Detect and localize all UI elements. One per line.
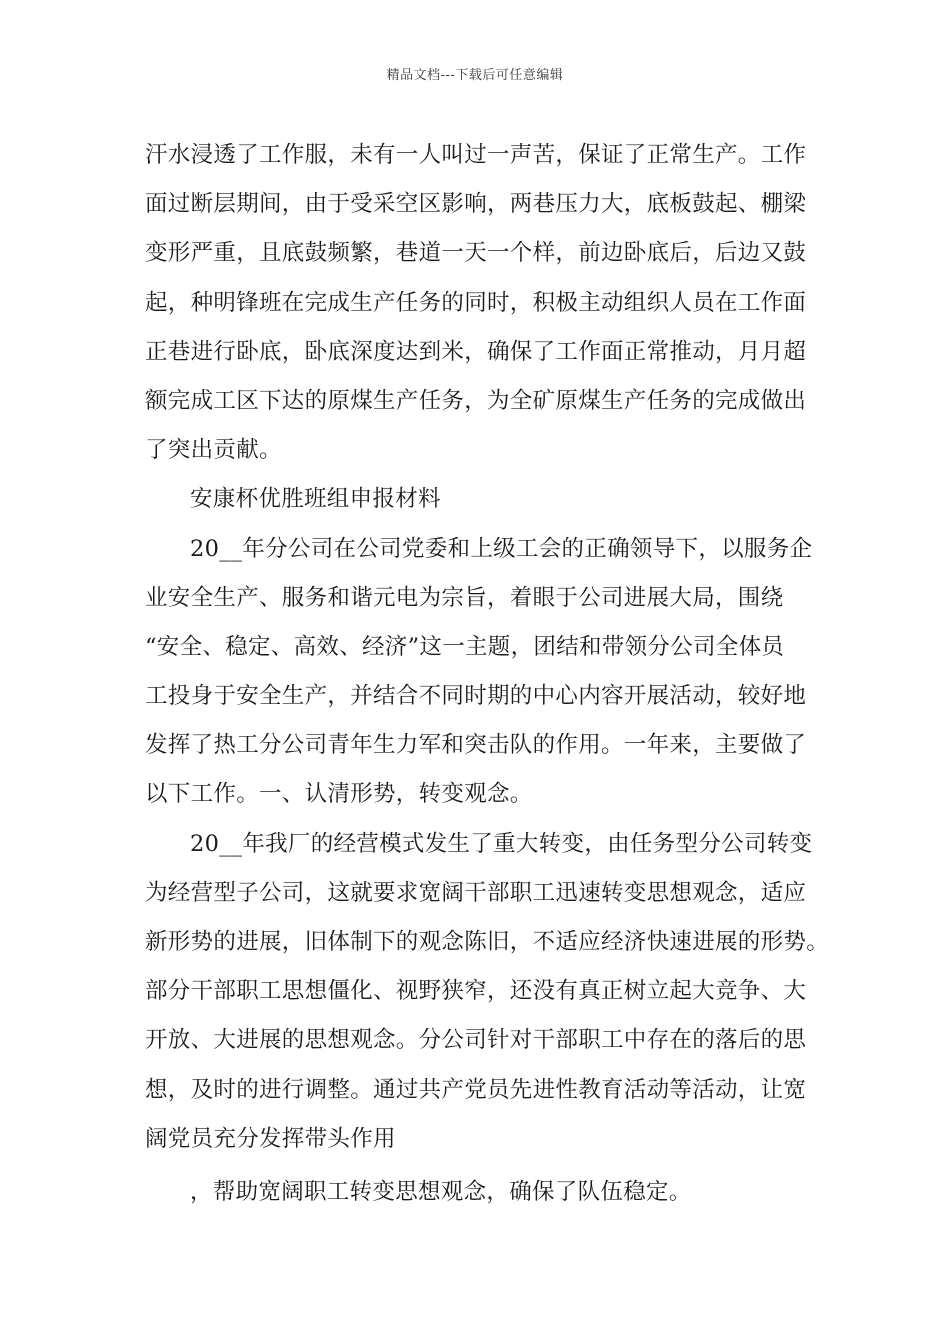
- text-line: 想，及时的进行调整。通过共产党员先进性教育活动等活动，让宽: [145, 1076, 807, 1103]
- text-line: 开放、大进展的思想观念。分公司针对干部职工中存在的落后的思: [145, 1027, 807, 1054]
- section-title: 安康杯优胜班组申报材料: [190, 486, 441, 513]
- text-line: 以下工作。一、认清形势，转变观念。: [145, 781, 533, 808]
- text-line: 20__年分公司在公司党委和上级工会的正确领导下，以服务企: [190, 535, 813, 562]
- text-line: “安全、稳定、高效、经济”这一主题，团结和带领分公司全体员: [145, 633, 785, 660]
- text-line: 变形严重，且底鼓频繁，巷道一天一个样，前边卧底后，后边又鼓: [145, 240, 807, 267]
- text-line: 工投身于安全生产，并结合不同时期的中心内容开展活动，较好地: [145, 683, 807, 710]
- text-line: 正巷进行卧底，卧底深度达到米，确保了工作面正常推动，月月超: [145, 338, 807, 365]
- text-line: 为经营型子公司，这就要求宽阔干部职工迅速转变思想观念，适应: [145, 879, 807, 906]
- text-line: 新形势的进展，旧体制下的观念陈旧，不适应经济快速进展的形势。: [145, 929, 830, 955]
- text-line: 汗水浸透了工作服，未有一人叫过一声苦，保证了正常生产。工作: [145, 142, 807, 168]
- text-line: 阔党员充分发挥带头作用: [145, 1125, 396, 1152]
- text-line: ，帮助宽阔职工转变思想观念，确保了队伍稳定。: [190, 1178, 692, 1205]
- text-line: 业安全生产、服务和谐元电为宗旨，着眼于公司进展大局，围绕: [145, 584, 784, 611]
- text-line: 了突出贡献。: [145, 437, 282, 464]
- document-body: [145, 131, 830, 1217]
- text-line: 起，种明锋班在完成生产任务的同时，积极主动组织人员在工作面: [145, 289, 807, 316]
- text-line: 发挥了热工分公司青年生力军和突击队的作用。一年来，主要做了: [145, 732, 807, 759]
- text-line: 部分干部职工思想僵化、视野狭窄，还没有真正树立起大竞争、大: [145, 978, 807, 1005]
- text-line: 额完成工区下达的原煤生产任务，为全矿原煤生产任务的完成做出: [145, 387, 807, 414]
- page-header: 精品文档---下载后可任意编辑: [386, 68, 564, 83]
- text-line: 20__年我厂的经营模式发生了重大转变，由任务型分公司转变: [190, 830, 813, 857]
- text-line: 面过断层期间，由于受采空区影响，两巷压力大，底板鼓起、棚梁: [145, 191, 807, 218]
